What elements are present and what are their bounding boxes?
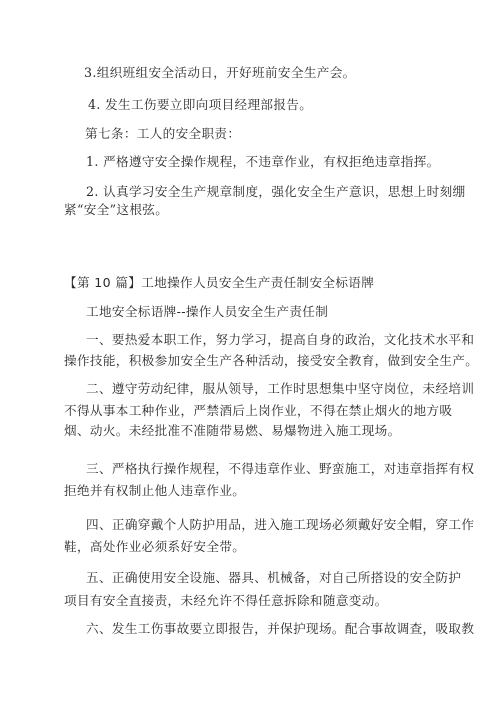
item-4: 4. 发生工伤要立即向项目经理部报告。 bbox=[88, 97, 313, 112]
para-6-line-1: 六、发生工伤事故要立即报告，并保护现场。配合事故调查，吸取教 bbox=[86, 621, 475, 636]
article-10-heading: 【第 10 篇】工地操作人员安全生产责任制安全标语牌 bbox=[64, 275, 375, 290]
article-7-title: 第七条：工人的安全职责： bbox=[85, 126, 241, 141]
para-3-line-1: 三、严格执行操作规程，不得违章作业、野蛮施工，对违章指挥有权 bbox=[86, 461, 475, 476]
para-5-line-1: 五、正确使用安全设施、器具、机械备，对自己所搭设的安全防护 bbox=[86, 570, 462, 585]
para-1-line-2: 操作技能，积极参加安全生产各种活动，接受安全教育，做到安全生产。 bbox=[64, 353, 479, 368]
item-3: 3.组织班组安全活动日，开好班前安全生产会。 bbox=[84, 65, 356, 80]
para-4-line-2: 鞋，高处作业必须系好安全带。 bbox=[64, 539, 246, 554]
para-2-line-3: 烟、动火。未经批准不准随带易燃、易爆物进入施工现场。 bbox=[64, 423, 401, 438]
para-5-line-2: 项目有安全直接责，未经允许不得任意拆除和随意变动。 bbox=[64, 593, 388, 608]
para-2-line-1: 二、遵守劳动纪律，服从领导，工作时思想集中坚守岗位，未经培训 bbox=[86, 381, 475, 396]
para-1-line-1: 一、要热爱本职工作，努力学习，提高自身的政治，文化技术水平和 bbox=[86, 332, 475, 347]
article-7-item-2-line-2: 紧“安全”这根弦。 bbox=[64, 202, 169, 217]
para-4-line-1: 四、正确穿戴个人防护用品，进入施工现场必须戴好安全帽，穿工作 bbox=[86, 517, 475, 532]
para-3-line-2: 拒绝并有权制止他人违章作业。 bbox=[64, 483, 246, 498]
article-7-item-1: 1. 严格遵守安全操作规程，不违章作业，有权拒绝违章指挥。 bbox=[86, 154, 440, 169]
para-2-line-2: 不得从事本工种作业，严禁酒后上岗作业，不得在禁止烟火的地方吸 bbox=[64, 403, 453, 418]
article-7-item-2-line-1: 2. 认真学习安全生产规章制度，强化安全生产意识，思想上时刻绷 bbox=[86, 184, 466, 199]
article-10-subtitle: 工地安全标语牌--操作人员安全生产责任制 bbox=[86, 304, 329, 319]
